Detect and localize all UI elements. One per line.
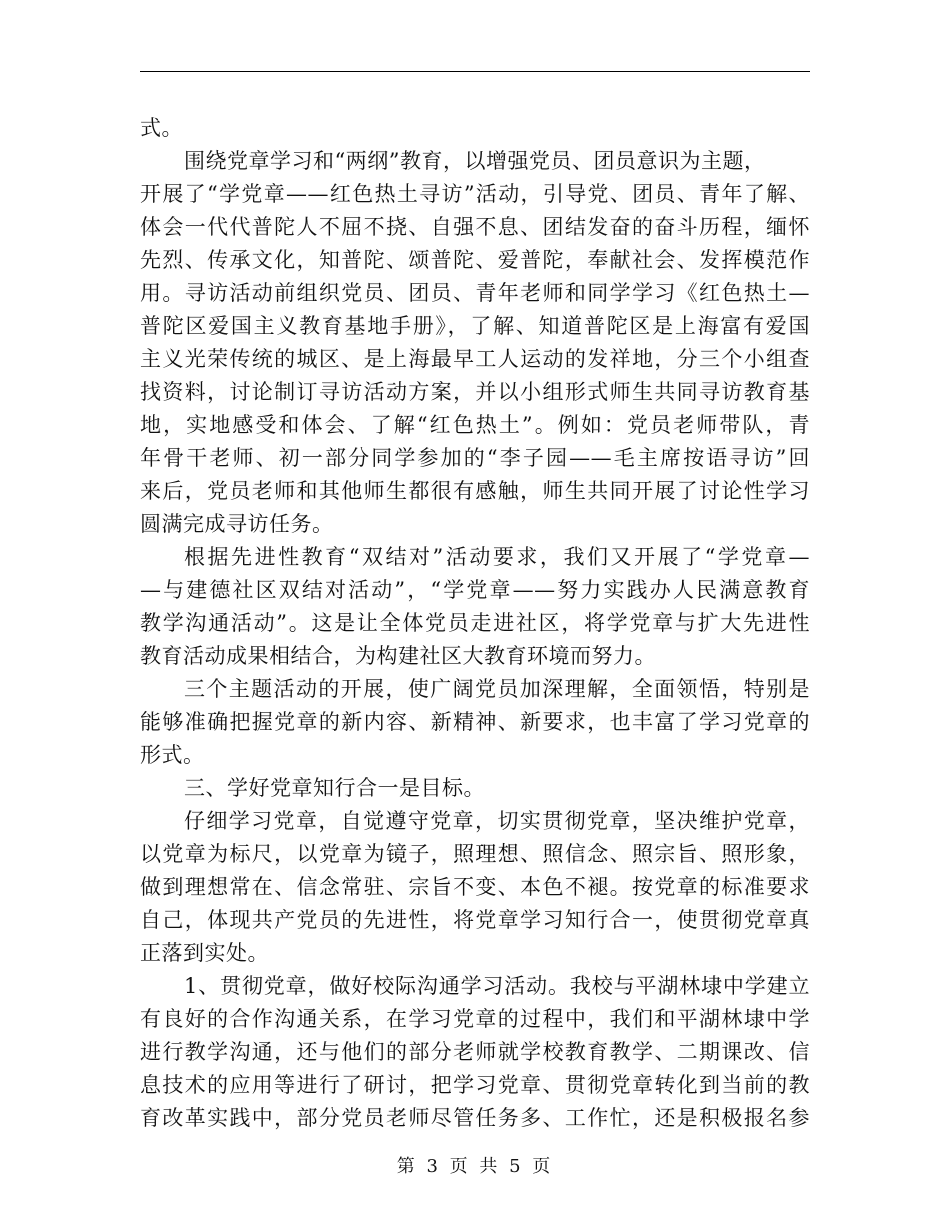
paragraph-line: 普陀区爱国主义教育基地手册》，了解、知道普陀区是上海富有爱国 (140, 314, 810, 338)
paragraph-line: 有良好的合作沟通关系，在学习党章的过程中，我们和平湖林埭中学 (140, 1007, 810, 1031)
paragraph-line: 仔细学习党章，自觉遵守党章，切实贯彻党章，坚决维护党章， (184, 809, 810, 833)
paragraph-line: 年骨干老师、初一部分同学参加的“李子园——毛主席按语寻访”回 (140, 446, 810, 470)
paragraph-line: 做到理想常在、信念常驻、宗旨不变、本色不褪。按党章的标准要求 (140, 875, 810, 899)
paragraph-line: 息技术的应用等进行了研讨，把学习党章、贯彻党章转化到当前的教 (140, 1073, 810, 1097)
paragraph-line: 围绕党章学习和“两纲”教育，以增强党员、团员意识为主题， (184, 149, 766, 173)
header-rule (140, 71, 810, 72)
paragraph-line: 用。寻访活动前组织党员、团员、青年老师和同学学习《红色热土— (140, 281, 810, 305)
paragraph-line: 三个主题活动的开展，使广阔党员加深理解，全面领悟，特别是 (184, 677, 810, 701)
paragraph-line: 式。 (140, 116, 183, 140)
paragraph-line: 育改革实践中，部分党员老师尽管任务多、工作忙，还是积极报名参 (140, 1106, 810, 1130)
paragraph-line: 根据先进性教育“双结对”活动要求，我们又开展了“学党章— (184, 545, 810, 569)
paragraph-line: 找资料，讨论制订寻访活动方案，并以小组形式师生共同寻访教育基 (140, 380, 810, 404)
paragraph-line: 圆满完成寻访任务。 (140, 512, 334, 536)
paragraph-line: 主义光荣传统的城区、是上海最早工人运动的发祥地，分三个小组查 (140, 347, 810, 371)
paragraph-line: 自己，体现共产党员的先进性，将党章学习知行合一，使贯彻党章真 (140, 908, 810, 932)
paragraph-line: —与建德社区双结对活动”，“学党章——努力实践办人民满意教育 (140, 578, 810, 602)
document-body (140, 112, 810, 1135)
paragraph-line: 来后，党员老师和其他师生都很有感触，师生共同开展了讨论性学习 (140, 479, 810, 503)
paragraph-line: 能够准确把握党章的新内容、新精神、新要求，也丰富了学习党章的 (140, 710, 810, 734)
paragraph-line: 进行教学沟通，还与他们的部分老师就学校教育教学、二期课改、信 (140, 1040, 810, 1064)
paragraph-line: 教学沟通活动”。这是让全体党员走进社区，将学党章与扩大先进性 (140, 611, 810, 635)
paragraph-line: 教育活动成果相结合，为构建社区大教育环境而努力。 (140, 644, 656, 668)
paragraph-line: 以党章为标尺，以党章为镜子，照理想、照信念、照宗旨、照形象， (140, 842, 810, 866)
paragraph-line: 形式。 (140, 743, 205, 767)
paragraph-line: 开展了“学党章——红色热土寻访”活动，引导党、团员、青年了解、 (140, 182, 810, 206)
paragraph-line: 先烈、传承文化，知普陀、颂普陀、爱普陀，奉献社会、发挥模范作 (140, 248, 810, 272)
section-heading: 三、学好党章知行合一是目标。 (184, 776, 485, 800)
paragraph-line: 1、贯彻党章，做好校际沟通学习活动。我校与平湖林埭中学建立 (184, 974, 810, 998)
page-number: 第 3 页 共 5 页 (396, 1156, 554, 1177)
paragraph-line: 正落到实处。 (140, 941, 269, 965)
paragraph-line: 体会一代代普陀人不屈不挠、自强不息、团结发奋的奋斗历程，缅怀 (140, 215, 810, 239)
paragraph-line: 地，实地感受和体会、了解“红色热土”。例如：党员老师带队，青 (140, 413, 810, 437)
